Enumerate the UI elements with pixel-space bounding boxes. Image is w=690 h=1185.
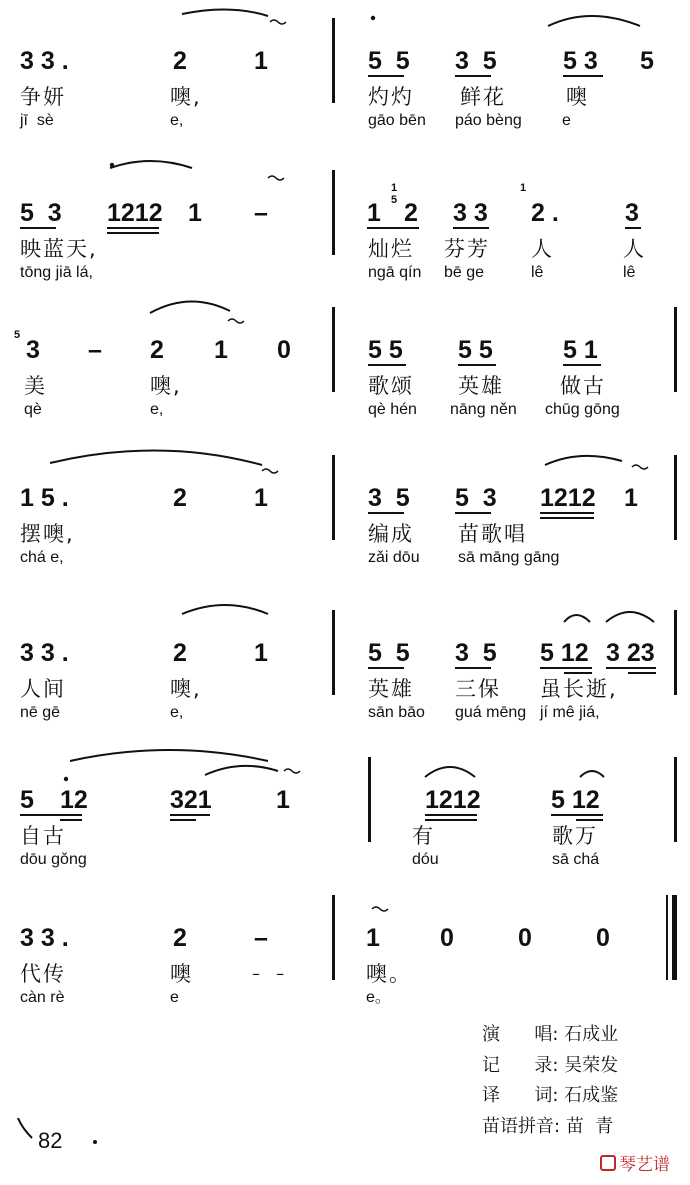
lyric: 做古 [560, 374, 606, 398]
barline [332, 610, 335, 695]
grace-note: 5 [14, 329, 21, 341]
barline [332, 18, 335, 103]
lyric: 三保 [455, 677, 501, 701]
lyric: 噢 [566, 85, 589, 109]
music-system-1 [0, 8, 690, 158]
credit-label: 译 词: [482, 1085, 559, 1106]
rest: 0 [596, 924, 610, 952]
note-group: 12 [60, 786, 88, 814]
lyric: 摆噢, [20, 522, 75, 546]
final-barline-thin [666, 895, 668, 980]
note-group: 3 5 [368, 484, 410, 512]
note-group: 5 1 [563, 336, 598, 364]
note: 2 [173, 47, 187, 75]
note: 1 [254, 639, 268, 667]
note-group: 3 3 . [20, 639, 69, 667]
underline [563, 364, 601, 366]
credits-block [482, 1020, 618, 1142]
barline [332, 895, 335, 980]
underline [20, 227, 56, 229]
pinyin: e, [170, 112, 184, 129]
note-group: 5 3 [563, 47, 598, 75]
note-group: 3 23 [606, 639, 655, 667]
credit-value: 吴荣发 [564, 1054, 619, 1076]
credit-value: 石成业 [564, 1024, 619, 1045]
lyric: 歌颂 [368, 374, 414, 398]
pinyin: qè hén [368, 401, 417, 418]
rest: 0 [518, 924, 532, 952]
credit-row-translator [482, 1081, 618, 1112]
barline [674, 307, 677, 392]
pinyin: zǎi dōu [368, 549, 420, 566]
pinyin: guá mēng [455, 704, 527, 721]
note: 3 [625, 199, 639, 227]
note-group: 3 3 [453, 199, 488, 227]
dash: – [88, 336, 102, 364]
note-group: 5 5 [458, 336, 493, 364]
pinyin: sā māng gāng [458, 549, 560, 566]
pinyin: bē ge [444, 264, 485, 281]
barline [332, 455, 335, 540]
slur-marks [0, 445, 690, 595]
pinyin: sān bāo [368, 704, 425, 721]
pinyin: gāo bēn [368, 112, 426, 129]
underline [540, 667, 592, 669]
note-group: 3 5 [455, 47, 497, 75]
note: 1 [276, 786, 290, 814]
lyric: 人间 [20, 677, 66, 701]
note: 1 [188, 199, 202, 227]
note-group: 3 5 [455, 639, 497, 667]
note: 2 [173, 924, 187, 952]
note-group: 5 12 [551, 786, 600, 814]
note: 1 [254, 484, 268, 512]
note-group: 1 5 . [20, 484, 69, 512]
lyric: 噢, [170, 677, 202, 701]
pinyin: dōu gǒng [20, 851, 87, 868]
logo-icon [600, 1155, 616, 1171]
lyric: 噢 [170, 962, 193, 986]
pinyin: sā chá [552, 851, 600, 868]
lyric: 虽长逝, [540, 677, 618, 701]
pinyin: càn rè [20, 989, 65, 1006]
underline [453, 227, 489, 229]
note-group: 5 5 [368, 336, 403, 364]
barline [674, 757, 677, 842]
note-group: 5 5 [368, 639, 410, 667]
note-group: 5 3 [20, 199, 62, 227]
watermark-logo [600, 1150, 670, 1175]
pinyin: qè [24, 401, 42, 418]
pinyin: jí mê jiá, [540, 704, 600, 721]
pinyin: lê [531, 264, 544, 281]
underline [20, 814, 82, 816]
slur-marks [0, 885, 690, 1035]
lyric: 噢, [170, 85, 202, 109]
underline [170, 819, 196, 821]
lyric: 人 [531, 237, 554, 261]
pinyin: jī sè [20, 112, 54, 129]
pinyin: e, [170, 704, 184, 721]
underline [628, 672, 656, 674]
underline [367, 227, 419, 229]
underline [170, 814, 210, 816]
underline [368, 512, 404, 514]
lyric: 美 [24, 374, 47, 398]
barline [674, 610, 677, 695]
note: 1 [254, 47, 268, 75]
note-group: 3 3 . [20, 47, 69, 75]
underline [606, 667, 656, 669]
barline [332, 170, 335, 255]
underline [455, 75, 491, 77]
credit-value: 石成鉴 [564, 1085, 619, 1106]
note-group: 1212 [540, 484, 596, 512]
grace-note: 1 [520, 182, 527, 194]
pinyin: nē gē [20, 704, 61, 721]
note: 1 [366, 924, 380, 952]
note-group: 321 [170, 786, 212, 814]
slur-marks [0, 747, 690, 897]
lyric: 编成 [368, 522, 414, 546]
underline [455, 512, 491, 514]
music-system-2 [0, 160, 690, 310]
lyric: 映蓝天, [20, 237, 98, 261]
note-group: 3 3 . [20, 924, 69, 952]
credit-row-recorder [482, 1051, 618, 1082]
lyric: 有 [412, 824, 435, 848]
note-group: 1212 [107, 199, 163, 227]
credit-label: 演 唱: [482, 1024, 559, 1045]
lyric: 歌万 [552, 824, 598, 848]
grace-note: 5 [391, 194, 398, 206]
note-group: 5 5 [368, 47, 410, 75]
lyric: 争妍 [20, 85, 66, 109]
music-system-7 [0, 885, 690, 1035]
underline [625, 227, 641, 229]
pinyin: e [562, 112, 571, 129]
underline [458, 364, 496, 366]
note-group: 5 3 [455, 484, 497, 512]
lyric: 英雄 [368, 677, 414, 701]
pinyin: ngā qín [368, 264, 422, 281]
slur-marks [0, 160, 690, 310]
dash: – [254, 924, 268, 952]
lyric: – – [252, 964, 287, 983]
note: 2 [173, 639, 187, 667]
final-barline-thick [672, 895, 677, 980]
dash: – [254, 199, 268, 227]
lyric: 灼灼 [368, 85, 414, 109]
barline [674, 455, 677, 540]
lyric: 英雄 [458, 374, 504, 398]
underline [563, 75, 603, 77]
underline [368, 364, 406, 366]
lyric: 芬芳 [444, 237, 490, 261]
lyric: 鲜花 [460, 85, 506, 109]
note: 2 . [531, 199, 559, 227]
credit-label: 苗语拼音: [482, 1115, 561, 1137]
pinyin: tōng jiā lá, [20, 264, 93, 281]
underline [564, 672, 592, 674]
pinyin: chá e, [20, 549, 64, 566]
lyric: 灿烂 [368, 237, 414, 261]
music-system-6 [0, 747, 690, 897]
note-group: 1212 [425, 786, 481, 814]
note-group: 5 12 [540, 639, 589, 667]
lyric: 苗歌唱 [458, 522, 527, 546]
credit-value: 苗 青 [565, 1115, 614, 1137]
pinyin: páo bèng [455, 112, 522, 129]
pinyin: nāng něn [450, 401, 517, 418]
pinyin: e [170, 989, 179, 1006]
note: 3 [26, 336, 40, 364]
pinyin: dóu [412, 851, 439, 868]
underline [60, 819, 82, 821]
pinyin: e。 [366, 989, 391, 1006]
music-system-3 [0, 297, 690, 447]
music-system-4 [0, 445, 690, 595]
credit-label: 记 录: [482, 1054, 559, 1076]
underline [107, 227, 159, 229]
credit-row-pinyin [482, 1112, 618, 1143]
note: 1 [367, 199, 381, 227]
underline [107, 232, 159, 234]
grace-note: 1 [391, 182, 398, 194]
note: 5 [20, 786, 34, 814]
slur-marks [0, 297, 690, 447]
underline [455, 667, 491, 669]
barline [368, 757, 371, 842]
underline [540, 512, 594, 514]
pinyin: e, [150, 401, 164, 418]
lyric: 人 [623, 237, 646, 261]
credit-row-performer [482, 1020, 618, 1051]
note: 2 [173, 484, 187, 512]
note: 2 [404, 199, 418, 227]
pinyin: chūg gōng [545, 401, 620, 418]
pinyin: lê [623, 264, 636, 281]
lyric: 噢, [150, 374, 182, 398]
rest: 0 [440, 924, 454, 952]
page-number: 82 [38, 1128, 63, 1153]
underline [576, 819, 603, 821]
underline [425, 814, 477, 816]
note: 1 [624, 484, 638, 512]
underline [551, 814, 603, 816]
lyric: 噢。 [366, 962, 412, 986]
underline [368, 667, 404, 669]
watermark-text: 琴艺谱 [619, 1155, 670, 1175]
slur-marks [0, 600, 690, 750]
underline [368, 75, 404, 77]
underline [540, 517, 594, 519]
lyric: 代传 [20, 962, 66, 986]
underline [425, 819, 477, 821]
note: 5 [640, 47, 654, 75]
music-system-5 [0, 600, 690, 750]
slur-marks [0, 8, 690, 158]
barline [332, 307, 335, 392]
note: 2 [150, 336, 164, 364]
rest: 0 [277, 336, 291, 364]
lyric: 自古 [20, 824, 66, 848]
note: 1 [214, 336, 228, 364]
